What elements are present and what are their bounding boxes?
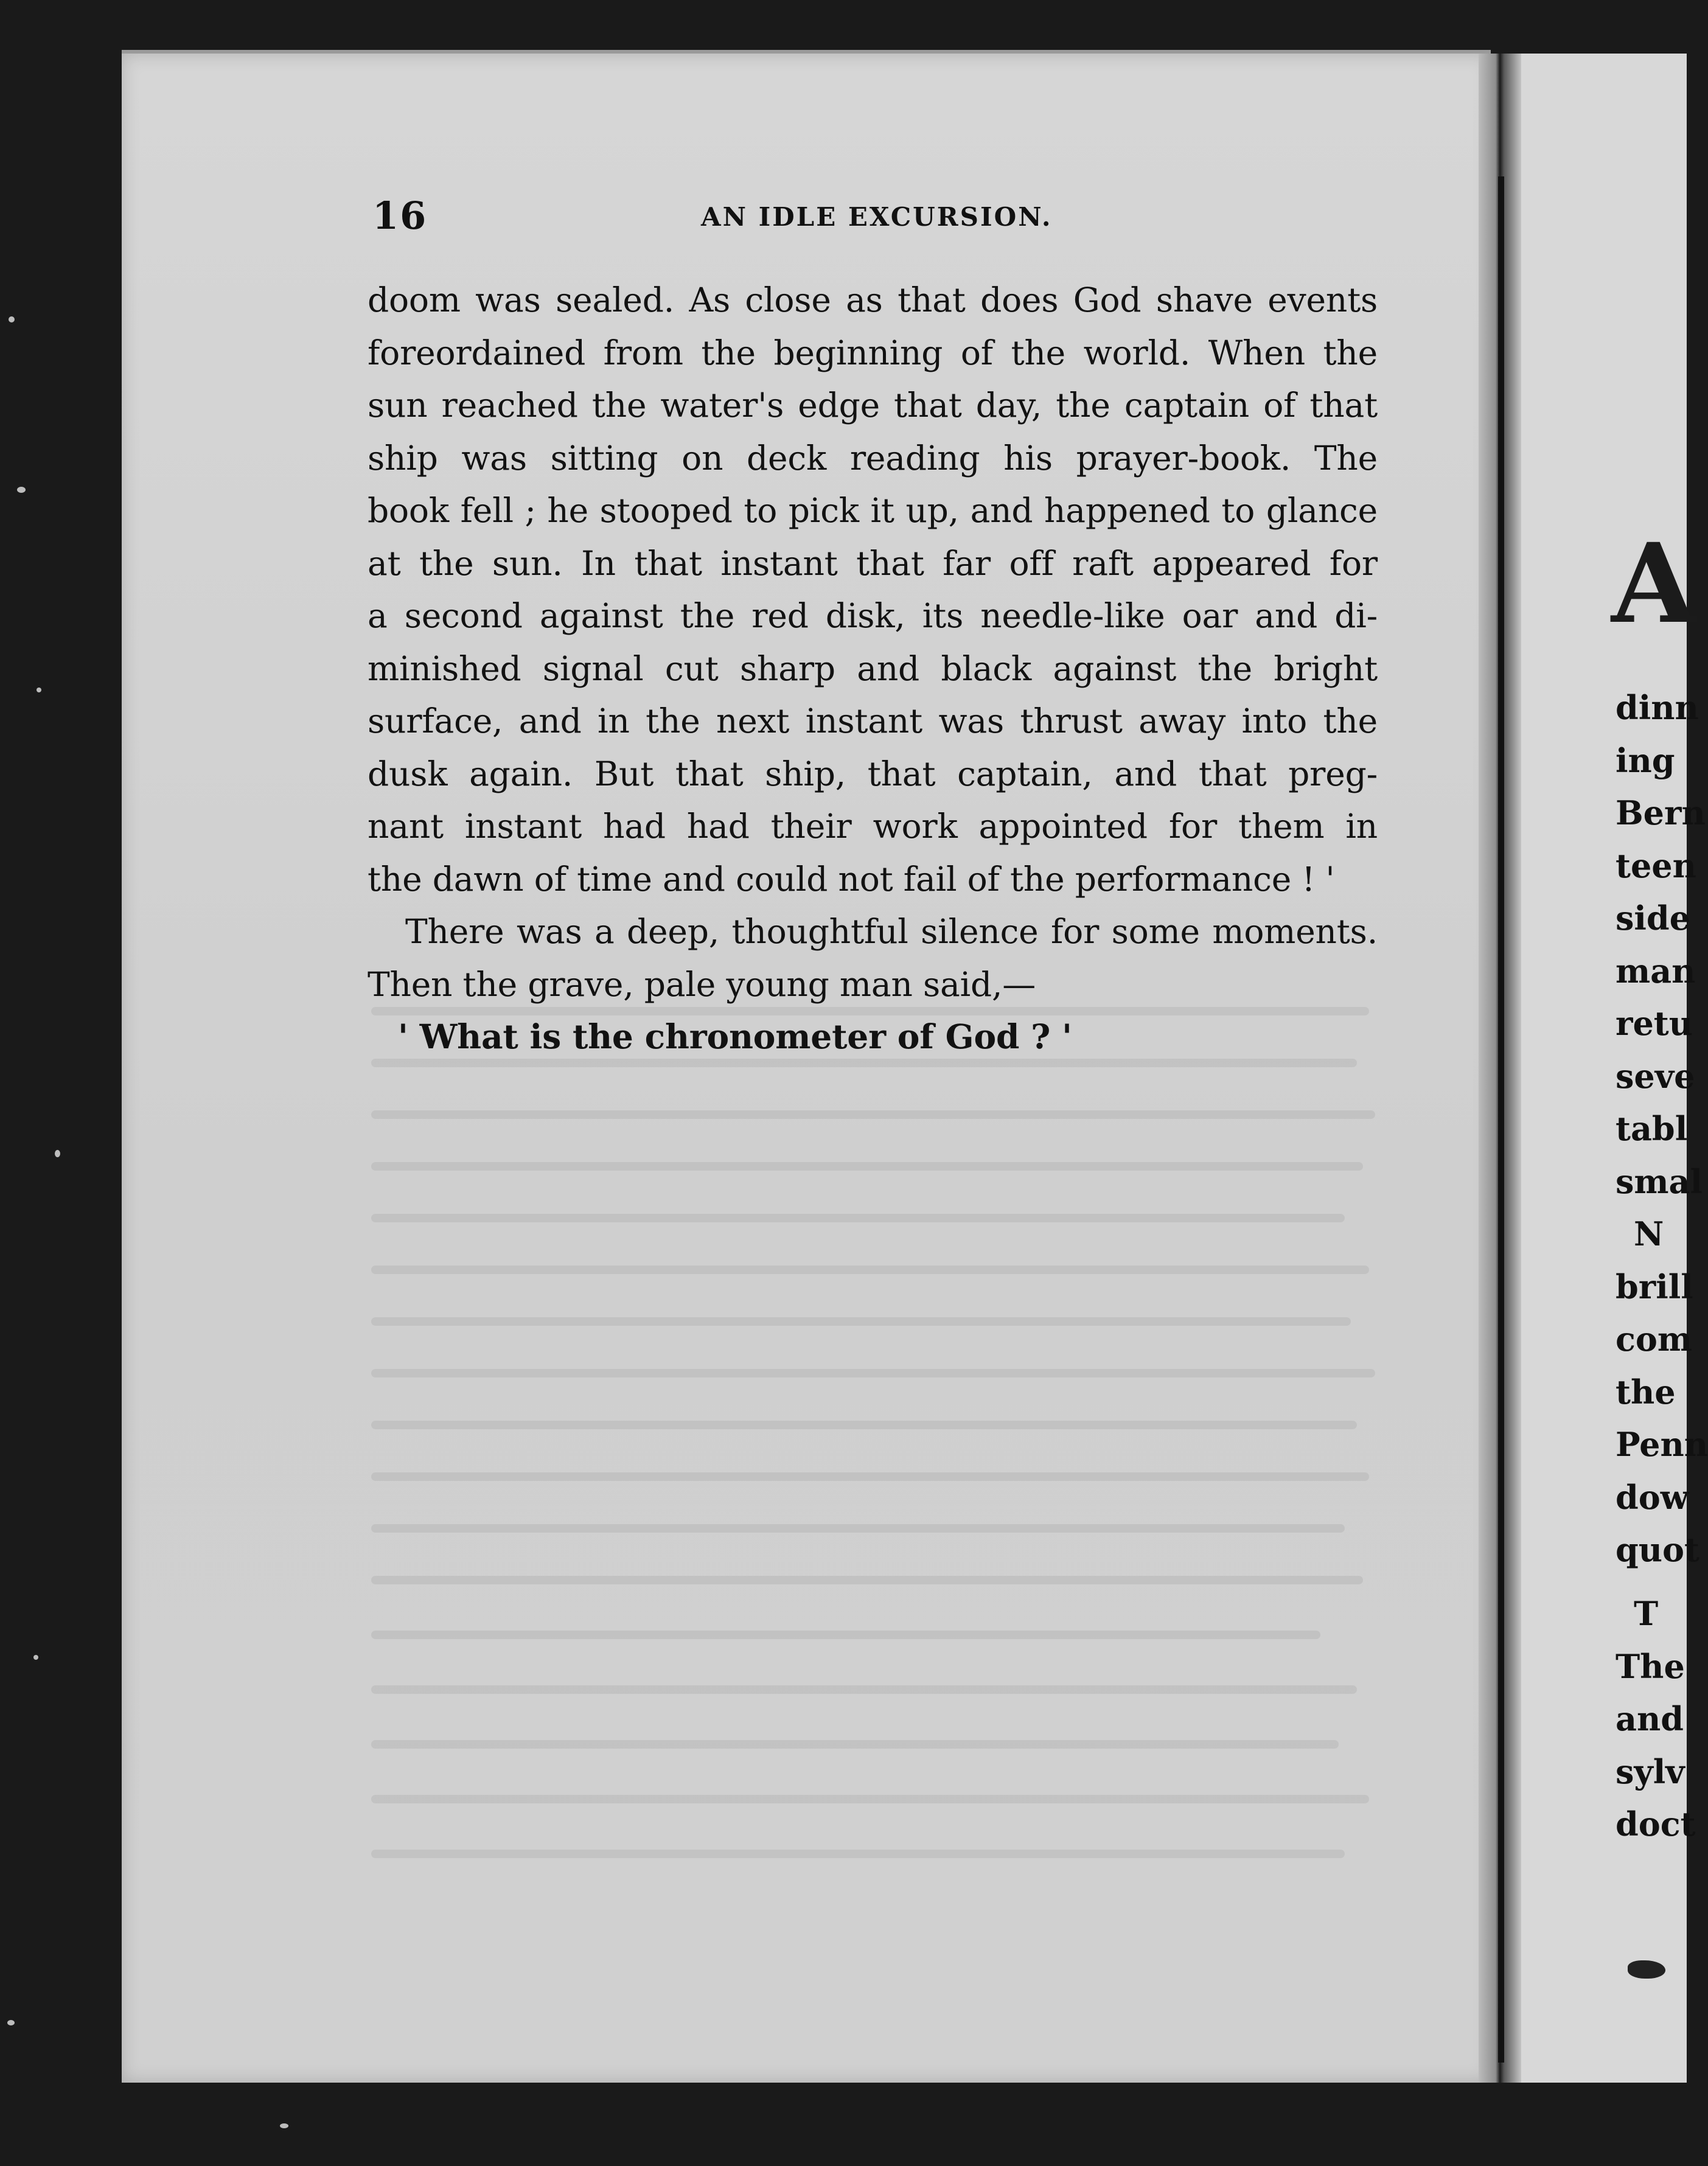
bleed-through-line (371, 1740, 1339, 1749)
text-fragment: teen (1616, 846, 1696, 885)
text-fragment: Penn (1616, 1425, 1708, 1464)
gutter-shadow (1498, 176, 1504, 2063)
scan-speck (33, 1655, 38, 1660)
scan-speck (280, 2123, 288, 2128)
paragraph (368, 958, 1378, 1011)
scan-speck (9, 316, 15, 322)
text-fragment: smal (1616, 1161, 1703, 1201)
text-fragment: seve (1616, 1056, 1695, 1096)
text-fragment: doct (1616, 1805, 1696, 1844)
text-line: dusk again. But that ship, that captain, and that preg- (368, 754, 1378, 793)
text-line: a second against the red disk, its needle-like oar and di- (368, 596, 1378, 635)
text-fragment: and (1616, 1699, 1684, 1738)
text-fragment: The (1616, 1646, 1685, 1686)
text-fragment: ing (1616, 740, 1675, 780)
bleed-through-line (371, 1472, 1369, 1481)
text-line: book fell ; he stooped to pick it up, and happened to glance (368, 491, 1378, 530)
text-fragment: N (1634, 1214, 1664, 1253)
text-line: doom was sealed. As close as that does God shave events (368, 280, 1378, 319)
bleed-through-line (371, 1795, 1369, 1803)
text-fragment: dinn (1616, 688, 1699, 727)
bleed-through-line (371, 1369, 1375, 1377)
text-line: at the sun. In that instant that far off raft appeared for (368, 543, 1378, 583)
text-fragment: tabl (1616, 1109, 1688, 1148)
text-line: sun reached the water's edge that day, the captain of that (368, 386, 1378, 425)
closing-question: ' What is the chronometer of God ? ' (398, 1017, 1072, 1056)
bleed-through-line (371, 1576, 1363, 1584)
scan-speck (17, 487, 26, 493)
text-line: Then the grave, pale young man said,— (368, 964, 1036, 1004)
bleed-through-line (371, 1850, 1345, 1858)
text-fragment: com (1616, 1320, 1693, 1359)
drop-cap: A (1611, 520, 1696, 648)
text-fragment: man (1616, 951, 1696, 991)
bleed-through-line (371, 1110, 1375, 1119)
text-fragment: the (1616, 1372, 1676, 1412)
text-line: minished signal cut sharp and black against the bright (368, 649, 1378, 688)
bleed-through-line (371, 1685, 1357, 1694)
ink-smudge (1628, 1960, 1665, 1979)
scan-speck (37, 688, 41, 692)
bleed-through-line (371, 1266, 1369, 1274)
text-line: surface, and in the next instant was thrust away into the (368, 702, 1378, 740)
text-line: nant instant had had their work appointed for them in (368, 807, 1378, 846)
bleed-through-line (371, 1162, 1363, 1171)
text-fragment: dow (1616, 1477, 1689, 1517)
bleed-through-line (371, 1524, 1345, 1533)
bleed-through-line (371, 1631, 1320, 1639)
text-fragment: Bern (1616, 793, 1706, 832)
text-fragment: T (1634, 1594, 1659, 1633)
text-line: the dawn of time and could not fail of the performance ! ' (368, 859, 1335, 899)
facing-page-text (1616, 681, 1708, 1851)
text-line: ship was sitting on deck reading his prayer-book. The (368, 438, 1378, 478)
running-head (372, 193, 1376, 248)
text-fragment: sylv (1616, 1752, 1685, 1791)
page-number: 16 (372, 193, 428, 238)
body-text (368, 274, 1378, 1064)
bleed-through-line (371, 1421, 1357, 1429)
running-title: AN IDLE EXCURSION. (701, 202, 1053, 232)
text-line: There was a deep, thoughtful silence for some moments. (405, 912, 1378, 951)
paragraph (368, 905, 1378, 958)
text-fragment: side (1616, 899, 1691, 938)
text-fragment: retu (1616, 1004, 1693, 1043)
paragraph (368, 274, 1378, 905)
text-fragment: quot (1616, 1530, 1699, 1569)
scan-speck (7, 2020, 15, 2025)
scan-speck (55, 1150, 60, 1157)
text-line: foreordained from the beginning of the world. When the (368, 333, 1378, 372)
bleed-through-line (371, 1214, 1345, 1222)
text-fragment: brill (1616, 1267, 1693, 1306)
bleed-through-line (371, 1317, 1351, 1326)
